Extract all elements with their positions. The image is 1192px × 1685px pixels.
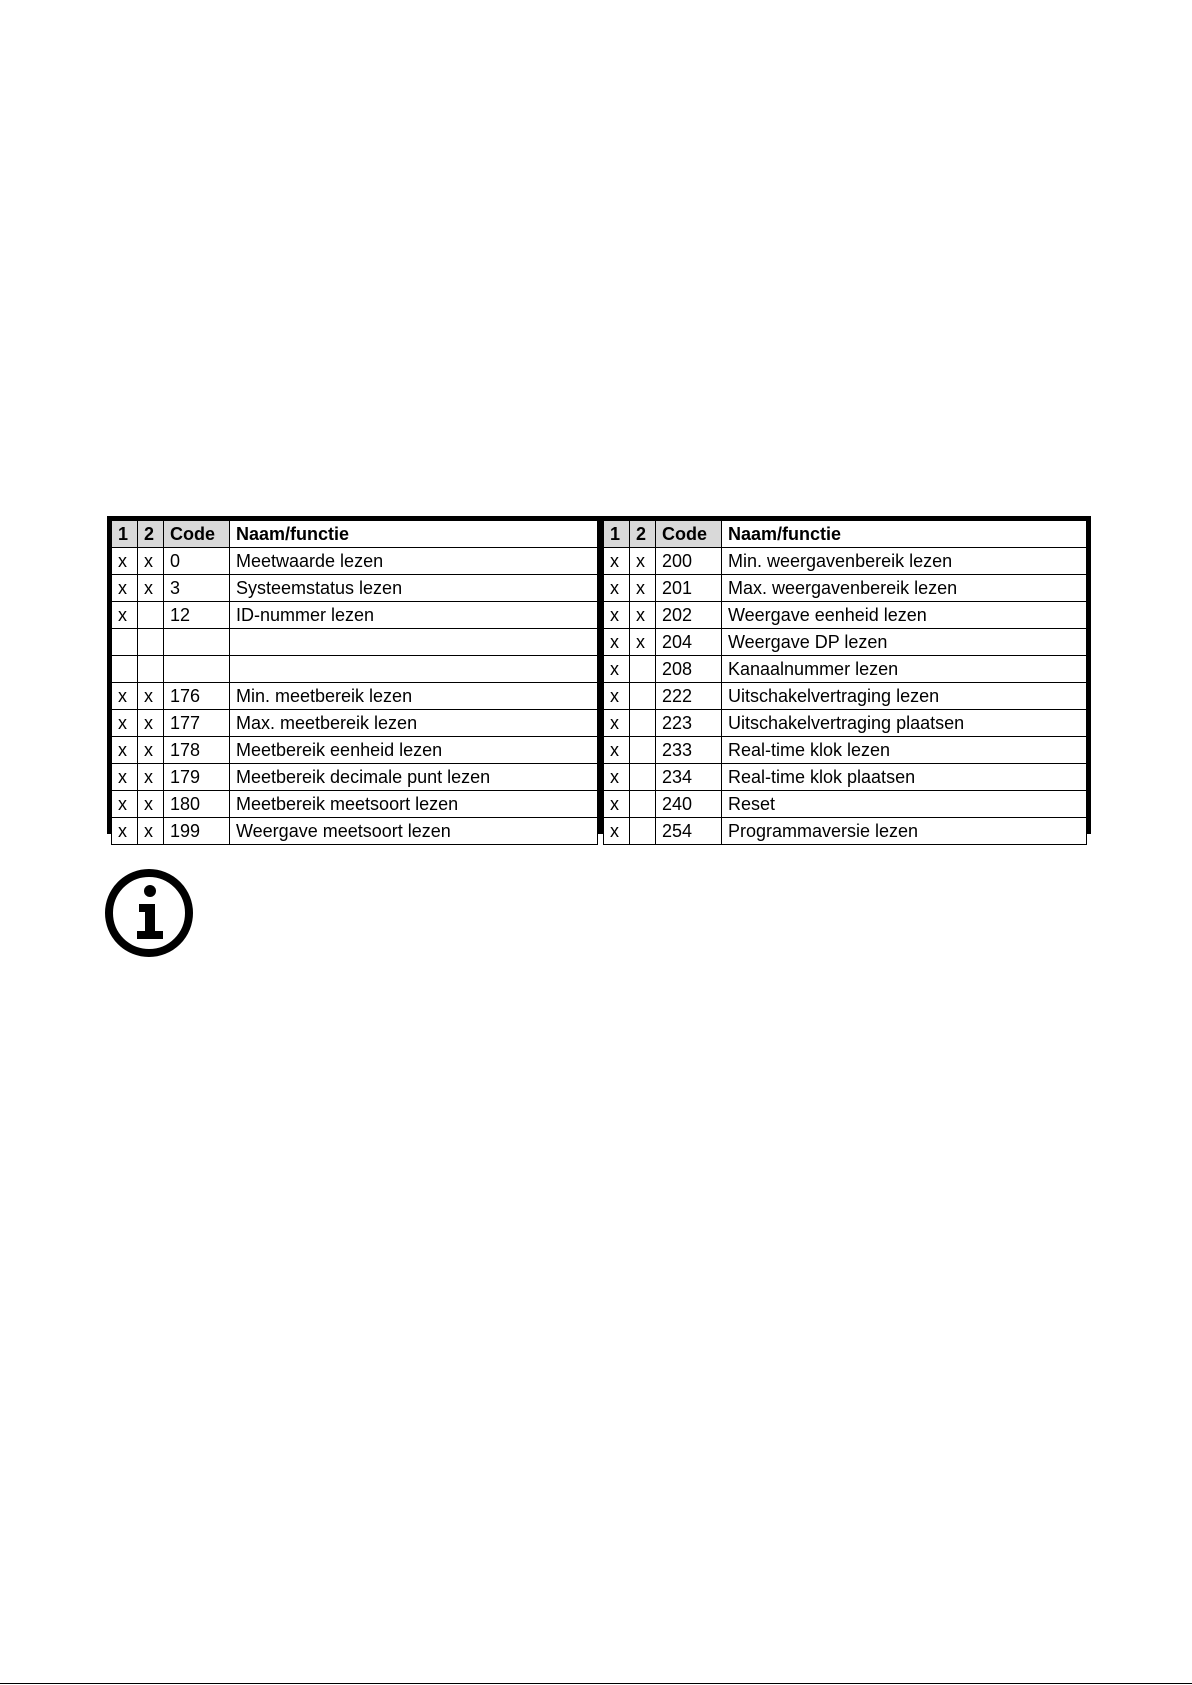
table-row xyxy=(112,818,598,845)
name-cell: Weergave eenheid lezen xyxy=(722,602,1087,629)
code-cell: 204 xyxy=(656,629,722,656)
table-header-row xyxy=(604,521,1087,548)
function-table-right xyxy=(603,520,1087,845)
col-2-cell: x xyxy=(138,548,164,575)
col-1-cell: x xyxy=(112,575,138,602)
table-row xyxy=(604,629,1087,656)
col-1-cell: x xyxy=(112,818,138,845)
code-cell: 234 xyxy=(656,764,722,791)
code-cell xyxy=(164,629,230,656)
col-1-cell: x xyxy=(604,791,630,818)
table-row xyxy=(112,548,598,575)
col-1-cell: x xyxy=(604,818,630,845)
name-cell: Uitschakelvertraging lezen xyxy=(722,683,1087,710)
code-cell: 200 xyxy=(656,548,722,575)
name-cell: Kanaalnummer lezen xyxy=(722,656,1087,683)
table-row xyxy=(604,710,1087,737)
name-cell: Meetbereik eenheid lezen xyxy=(230,737,598,764)
col-1-cell: x xyxy=(112,548,138,575)
name-cell: Max. meetbereik lezen xyxy=(230,710,598,737)
name-cell xyxy=(230,629,598,656)
table-header-row xyxy=(112,521,598,548)
code-cell: 179 xyxy=(164,764,230,791)
code-cell: 254 xyxy=(656,818,722,845)
col-2-cell xyxy=(630,710,656,737)
code-cell: 12 xyxy=(164,602,230,629)
table-row xyxy=(604,764,1087,791)
col-2-cell xyxy=(630,791,656,818)
table-row xyxy=(604,656,1087,683)
col-2-cell: x xyxy=(630,575,656,602)
table-row xyxy=(604,548,1087,575)
col-2-cell: x xyxy=(138,791,164,818)
code-cell: 240 xyxy=(656,791,722,818)
name-cell: Meetbereik decimale punt lezen xyxy=(230,764,598,791)
col-1-cell: x xyxy=(604,575,630,602)
table-row xyxy=(604,737,1087,764)
col-2-cell: x xyxy=(138,764,164,791)
name-cell: Real-time klok lezen xyxy=(722,737,1087,764)
col-2-cell: x xyxy=(138,737,164,764)
code-cell: 201 xyxy=(656,575,722,602)
col-2-cell xyxy=(138,656,164,683)
col-1-cell: x xyxy=(112,602,138,629)
col-1-cell: x xyxy=(604,764,630,791)
name-cell: Weergave meetsoort lezen xyxy=(230,818,598,845)
code-cell: 180 xyxy=(164,791,230,818)
table-row xyxy=(112,791,598,818)
header-code: Code xyxy=(164,521,230,548)
function-code-table xyxy=(107,516,1091,841)
col-2-cell xyxy=(630,656,656,683)
code-cell: 178 xyxy=(164,737,230,764)
code-cell: 223 xyxy=(656,710,722,737)
header-code: Code xyxy=(656,521,722,548)
code-cell: 0 xyxy=(164,548,230,575)
header-col-2: 2 xyxy=(630,521,656,548)
col-2-cell xyxy=(630,764,656,791)
name-cell: Uitschakelvertraging plaatsen xyxy=(722,710,1087,737)
code-cell: 199 xyxy=(164,818,230,845)
name-cell: Real-time klok plaatsen xyxy=(722,764,1087,791)
footer-rule xyxy=(0,1683,1192,1684)
table-row xyxy=(112,710,598,737)
col-2-cell xyxy=(630,683,656,710)
name-cell: Weergave DP lezen xyxy=(722,629,1087,656)
col-1-cell: x xyxy=(604,629,630,656)
code-cell: 208 xyxy=(656,656,722,683)
col-1-cell: x xyxy=(112,737,138,764)
code-cell: 177 xyxy=(164,710,230,737)
col-2-cell xyxy=(138,629,164,656)
col-2-cell: x xyxy=(630,548,656,575)
table-row xyxy=(112,656,598,683)
table-row xyxy=(604,575,1087,602)
col-1-cell: x xyxy=(112,683,138,710)
table-row xyxy=(112,575,598,602)
table-row xyxy=(604,602,1087,629)
table-row xyxy=(112,764,598,791)
header-col-1: 1 xyxy=(112,521,138,548)
col-2-cell: x xyxy=(138,818,164,845)
col-2-cell: x xyxy=(138,710,164,737)
col-2-cell: x xyxy=(138,683,164,710)
col-1-cell: x xyxy=(604,737,630,764)
col-1-cell xyxy=(112,629,138,656)
table-row xyxy=(604,818,1087,845)
col-2-cell: x xyxy=(138,575,164,602)
header-name: Naam/functie xyxy=(722,521,1087,548)
col-2-cell xyxy=(630,818,656,845)
name-cell: Meetwaarde lezen xyxy=(230,548,598,575)
code-cell: 202 xyxy=(656,602,722,629)
col-2-cell xyxy=(630,737,656,764)
name-cell: Meetbereik meetsoort lezen xyxy=(230,791,598,818)
name-cell: Systeemstatus lezen xyxy=(230,575,598,602)
col-1-cell: x xyxy=(604,548,630,575)
col-2-cell: x xyxy=(630,629,656,656)
table-row xyxy=(112,629,598,656)
col-1-cell: x xyxy=(604,602,630,629)
table-row xyxy=(604,791,1087,818)
table-row xyxy=(604,683,1087,710)
code-cell: 176 xyxy=(164,683,230,710)
table-row xyxy=(112,737,598,764)
col-1-cell: x xyxy=(112,710,138,737)
code-cell xyxy=(164,656,230,683)
col-1-cell: x xyxy=(604,710,630,737)
info-icon xyxy=(103,867,195,959)
code-cell: 3 xyxy=(164,575,230,602)
col-1-cell: x xyxy=(112,764,138,791)
name-cell: Programmaversie lezen xyxy=(722,818,1087,845)
name-cell xyxy=(230,656,598,683)
name-cell: Min. meetbereik lezen xyxy=(230,683,598,710)
table-row xyxy=(112,683,598,710)
col-1-cell xyxy=(112,656,138,683)
col-1-cell: x xyxy=(604,656,630,683)
col-1-cell: x xyxy=(112,791,138,818)
name-cell: Max. weergavenbereik lezen xyxy=(722,575,1087,602)
header-col-1: 1 xyxy=(604,521,630,548)
header-col-2: 2 xyxy=(138,521,164,548)
code-cell: 222 xyxy=(656,683,722,710)
col-2-cell: x xyxy=(630,602,656,629)
name-cell: ID-nummer lezen xyxy=(230,602,598,629)
function-table-left xyxy=(111,520,598,845)
col-1-cell: x xyxy=(604,683,630,710)
table-row xyxy=(112,602,598,629)
col-2-cell xyxy=(138,602,164,629)
code-cell: 233 xyxy=(656,737,722,764)
header-name: Naam/functie xyxy=(230,521,598,548)
name-cell: Reset xyxy=(722,791,1087,818)
name-cell: Min. weergavenbereik lezen xyxy=(722,548,1087,575)
